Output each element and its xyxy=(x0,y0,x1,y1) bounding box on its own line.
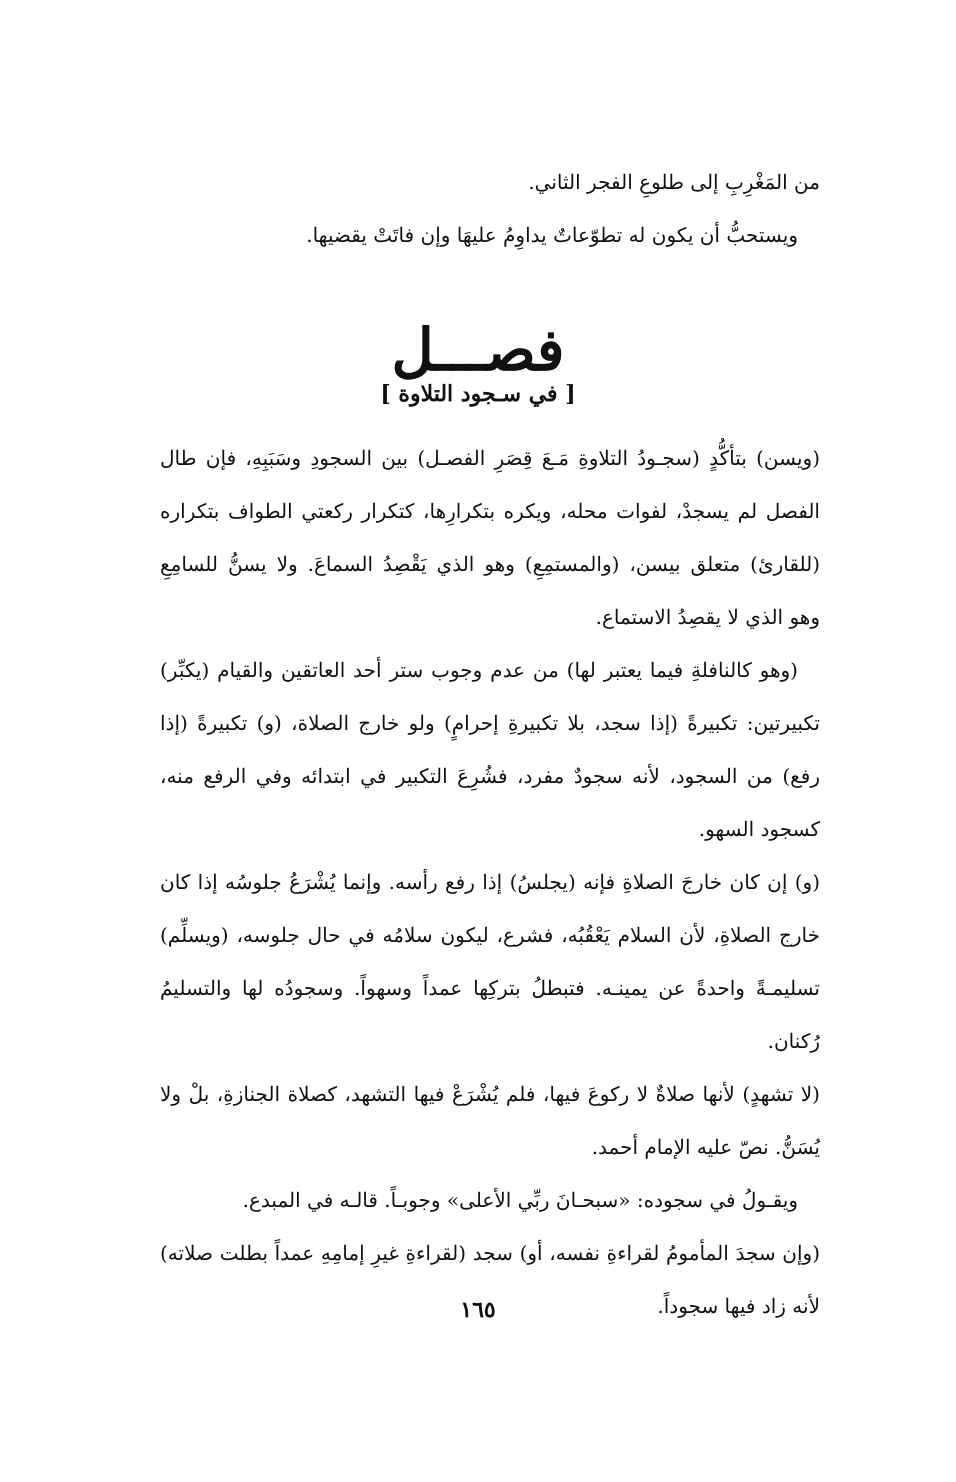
paragraph: (و) إن كان خارجَ الصلاةِ فإنه (يجلسُ) إذا رفع رأسه. وإنما يُشْرَعُ جلوسُه إذا كان خارج الصلاةِ، لأن السلام يَعْقُبُه، فشرع، ليكون سلامُه في حال جلوسه، (ويسلِّم) تسليمـةً واحدةً عن يمينـه. فتبطلُ بتركِها عمداً وسهواً. وسجودُه لها والتسليمُ رُكنان. xyxy=(160,870,820,1053)
paragraph: ويقـولُ في سجوده: «سبحـانَ ربِّي الأعلى» وجوبـاً. قالـه في المبدع. xyxy=(242,1188,798,1212)
section-heading-ornament: فصـــل xyxy=(391,316,565,384)
section-subtitle: [ في سـجود التلاوة ] xyxy=(380,381,576,407)
page-number: ١٦٥ xyxy=(460,1297,496,1323)
paragraph: (لا تشهدٍ) لأنها صلاةٌ لا ركوعَ فيها، فلم يُشْرَعْ فيها التشهد، كصلاة الجنازةِ، بلْ ولا يُسَنُّ. نصّ عليه الإمام أحمد. xyxy=(160,1082,820,1159)
top-line-2: ويستحبُّ أن يكون له تطوّعاتٌ يداوِمُ عليهَا وإن فاتَتْ يقضيها. xyxy=(306,223,798,247)
paragraph: (ويسن) بتأكُّدٍ (سجـودُ التلاوةِ مَـعَ قِصَرِ الفصـل) بين السجودِ وسَبَبِهِ، فإن طال الفصل لم يسجدْ، لفوات محله، ويكره بتكرارِها، كتكرار ركعتي الطواف بتكراره (للقارئ) متعلق بيسن، (والمستمِعِ) وهو الذي يَقْصِدُ السماعَ. ولا يسنُّ للسامِعِ وهو الذي لا يقصِدُ الاستماع. xyxy=(160,446,820,629)
top-text-block xyxy=(160,156,820,262)
paragraph: (وإن سجدَ المأمومُ لقراءةِ نفسه، أو) سجد (لقراءةِ غيرِ إمامِهِ عمداً بطلت صلاته) لأنه زاد فيها سجوداً. xyxy=(160,1241,820,1318)
body-text-block xyxy=(160,432,820,1333)
top-line-1: من المَغْرِبِ إلى طلوعِ الفجر الثاني. xyxy=(528,170,820,194)
paragraph: (وهو كالنافلةِ فيما يعتبر لها) من عدم وجوب ستر أحد العاتقين والقيام (يكبِّر) تكبيرتين: تكبيرةً (إذا سجد، بلا تكبيرةِ إحرامٍ) ولو خارج الصلاة، (و) تكبيرةً (إذا رفع) من السجود، لأنه سجودٌ مفرد، فشُرِعَ التكبير في ابتدائه وفي الرفع منه، كسجود السهو. xyxy=(160,658,820,841)
